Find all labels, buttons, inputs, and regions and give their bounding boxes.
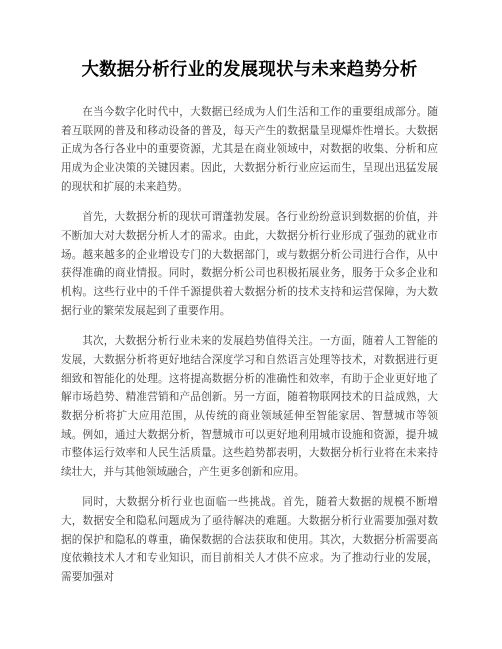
paragraph-intro: 在当今数字化时代中，大数据已经成为人们生活和工作的重要组成部分。随着互联网的普及和移动设备的普及，每天产生的数据量呈现爆炸性增长。大数据正成为各行各业中的重要资源，尤其是在商业领域中，对数据的收集、分析和应用成为企业决策的关键因素。因此，大数据分析行业应运而生，呈现出迅猛发展的现状和扩展的未来趋势。	[61, 106, 438, 193]
document-title: 大数据分析行业的发展现状与未来趋势分析	[81, 60, 418, 80]
paragraph-current-status: 首先，大数据分析的现状可谓蓬勃发展。各行业纷纷意识到数据的价值，并不断加大对大数据分析人才的需求。由此，大数据分析行业形成了强劲的就业市场。越来越多的企业增设专门的大数据部门，或与数据分析公司进行合作，从中获得准确的商业情报。同时，数据分析公司也积极拓展业务，服务于众多企业和机构。这些行业中的千伴千源提供着大数据分析的技术支持和运营保障，为大数据行业的繁荣发展起到了重要作用。	[61, 211, 438, 317]
paragraph-future-trends: 其次，大数据分析行业未来的发展趋势值得关注。一方面，随着人工智能的发展，大数据分析将更好地结合深度学习和自然语言处理等技术，对数据进行更细致和智能化的处理。这将提高数据分析的准确性和效率，有助于企业更好地了解市场趋势、精准营销和产品创新。另一方面，随着物联网技术的日益成熟，大数据分析将扩大应用范围，从传统的商业领域延伸至智能家居、智慧城市等领域。例如，通过大数据分析，智慧城市可以更好地利用城市设施和资源，提升城市整体运行效率和人民生活质量。这些趋势都表明，大数据分析行业将在未来持续壮大，并与其他领域融合，产生更多创新和应用。	[61, 335, 438, 478]
paragraph-challenges: 同时，大数据分析行业也面临一些挑战。首先，随着大数据的规模不断增大，数据安全和隐私问题成为了亟待解决的难题。大数据分析行业需要加强对数据的保护和隐私的尊重，确保数据的合法获取和使用。其次，大数据分析需要高度依赖技术人才和专业知识，而目前相关人才供不应求。为了推动行业的发展，需要加强对	[61, 496, 438, 584]
